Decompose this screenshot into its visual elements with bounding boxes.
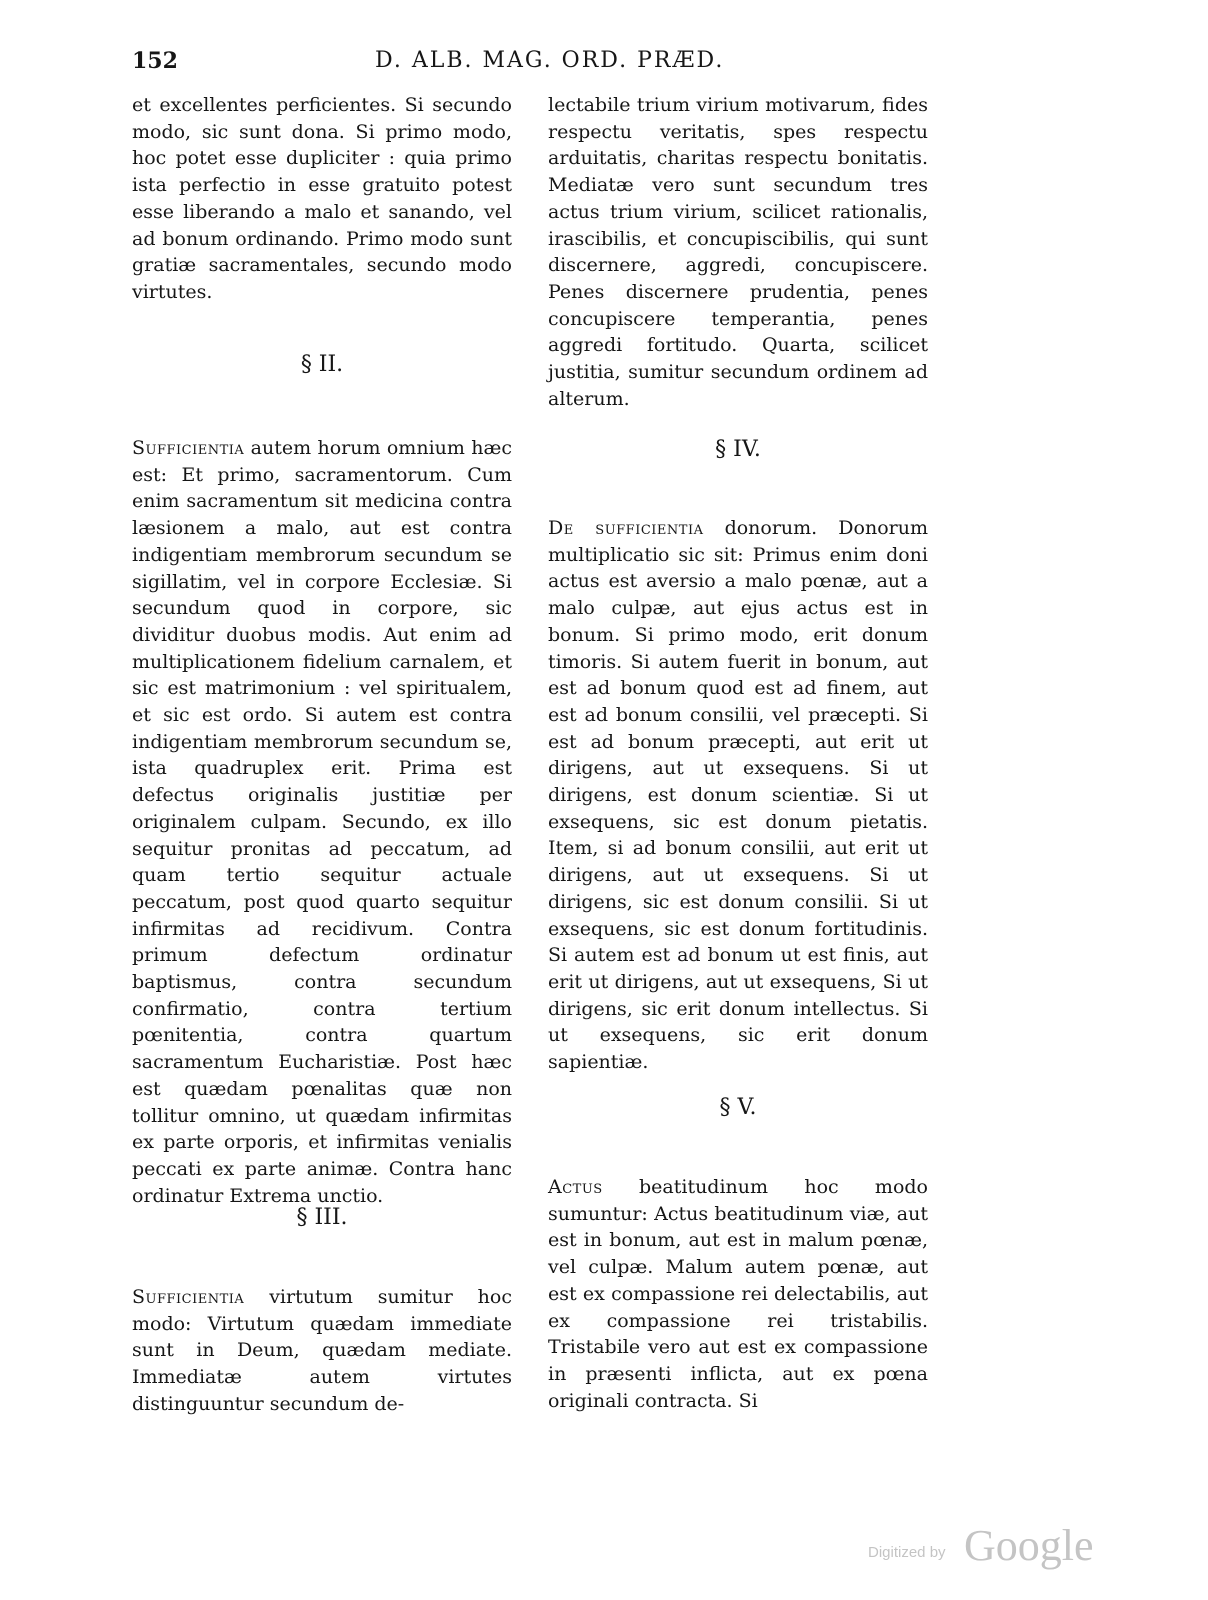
section-3-text: virtutum sumitur hoc modo: Virtutum quædam immediate sunt in Deum, quædam mediate. Immediatæ autem virtutes distinguuntur secundum de- <box>132 1286 512 1415</box>
page-header <box>0 48 1208 88</box>
section-4-lead-word: De sufficientia <box>548 517 704 539</box>
right-column <box>548 92 928 1432</box>
left-paragraph-1 <box>132 92 512 306</box>
digitized-by-google-watermark <box>868 1520 1098 1576</box>
paragraph-text: lectabile trium virium motivarum, fides respectu veritatis, spes respectu arduitatis, charitas respectu bonitatis. Mediatæ vero sunt secundum tres actus trium virium, scilicet rationalis, irascibilis, et concupiscibilis, qui sunt discernere, aggredi, concupiscere. Penes discernere prudentia, penes concupiscere temperantia, penes aggredi fortitudo. Quarta, scilicet justitia, sumitur secundum ordinem ad alterum. <box>548 94 928 410</box>
section-5-heading-block <box>548 1095 928 1120</box>
page-number: 152 <box>132 48 178 74</box>
section-5-lead-word: Actus <box>548 1176 603 1198</box>
section-2-heading: § II. <box>300 352 344 377</box>
section-4-text: donorum. Donorum multiplicatio sic sit: Primus enim doni actus est aversio a malo pœnæ, aut a malo culpæ, aut ejus actus est in bonum. Si primo modo, erit donum timoris. Si autem fuerit in bonum, aut est ad bonum quod est ad finem, aut est ad bonum consilii, vel præcepti. Si est ad bonum præcepti, aut erit ut dirigens, aut ut exsequens. Si ut dirigens, est donum scientiæ. Si ut exsequens, sic est donum pietatis. Item, si ad bonum consilii, aut erit ut dirigens, aut ut exsequens. Si ut dirigens, sic est donum consilii. Si ut exsequens, sic est donum fortitudinis. Si autem est ad bonum ut est finis, aut erit ut dirigens, aut ut exsequens, Si ut dirigens, sic erit donum intellectus. Si ut exsequens, sic erit donum sapientiæ. <box>548 517 928 1074</box>
section-2-text: autem horum omnium hæc est: Et primo, sacramentorum. Cum enim sacramentum sit medicina contra læsionem a malo, aut est contra indigentiam membrorum secundum se sigillatim, vel in corpore Ecclesiæ. Si secundum quod in corpore, sic dividitur duobus modis. Aut enim ad multiplicationem fidelium carnalem, et sic est matrimonium : vel spiritualem, et sic est ordo. Si autem est contra indigentiam membrorum secundum se, ista quadruplex erit. Prima est defectus originalis justitiæ per originalem culpam. Secundo, ex illo sequitur pronitas ad peccatum, ad quam tertio sequitur actuale peccatum, post quod quarto sequitur infirmitas ad recidivum. Contra primum defectum ordinatur baptismus, contra secundum confirmatio, contra tertium pœnitentia, contra quartum sacramentum Eucharistiæ. Post hæc est quædam pœnalitas quæ non tollitur omnino, ut quædam infirmitas ex parte orporis, et infirmitas venialis peccati ex parte animæ. Contra hanc ordinatur Extrema unctio. <box>132 437 512 1207</box>
running-title: D. ALB. MAG. ORD. PRÆD. <box>375 48 725 73</box>
section-2-lead-word: Sufficientia <box>132 437 245 459</box>
right-paragraph-1 <box>548 92 928 412</box>
section-4-heading-block <box>548 437 928 462</box>
section-2-paragraph <box>132 435 512 1209</box>
paragraph-text: et excellentes perficientes. Si secundo modo, sic sunt dona. Si primo modo, hoc potet esse dupliciter : quia primo ista perfectio in esse gratuito potest esse liberando a malo et sanando, vel ad bonum ordinando. Primo modo sunt gratiæ sacramentales, secundo modo virtutes. <box>132 94 512 303</box>
google-logo: Google <box>964 1521 1094 1570</box>
section-4-paragraph <box>548 515 928 1076</box>
section-5-paragraph <box>548 1174 928 1414</box>
section-5-text: beatitudinum hoc modo sumuntur: Actus beatitudinum viæ, aut est in bonum, aut est in malum pœnæ, vel culpæ. Malum autem pœnæ, aut est ex compassione rei delectabilis, aut ex compassione rei tristabilis. Tristabile vero aut est ex compassione in præsenti inflicta, aut ex pœna originali contracta. Si <box>548 1176 928 1412</box>
section-3-lead-word: Sufficientia <box>132 1286 245 1308</box>
section-2-heading-block <box>132 352 512 377</box>
section-5-heading: § V. <box>719 1095 757 1120</box>
digitized-label: Digitized by <box>868 1544 946 1561</box>
section-4-heading: § IV. <box>715 437 761 462</box>
section-3-paragraph <box>132 1284 512 1418</box>
section-3-heading: § III. <box>296 1205 348 1230</box>
left-column <box>132 92 512 1432</box>
section-3-heading-block <box>132 1205 512 1230</box>
